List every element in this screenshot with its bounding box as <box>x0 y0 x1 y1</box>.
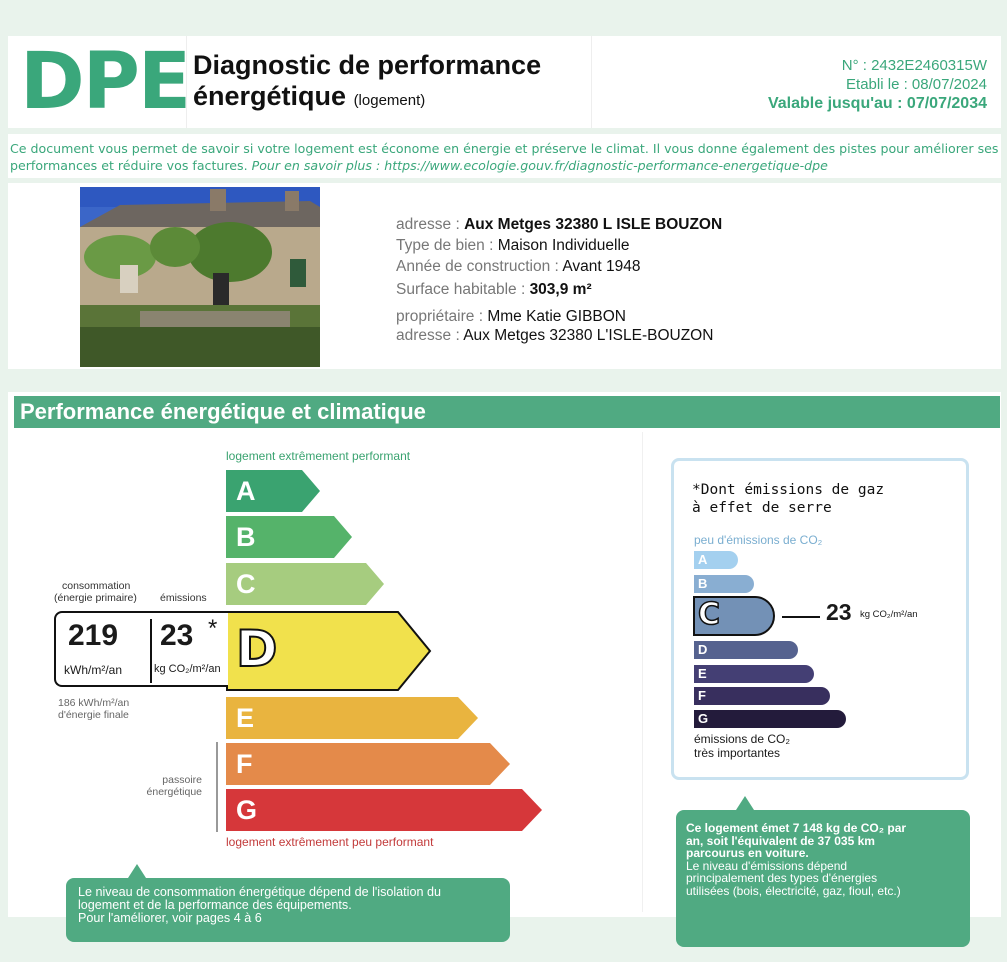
type-value: Maison Individuelle <box>497 237 630 254</box>
consumption-separator <box>150 619 152 683</box>
consumption-unit: kWh/m²/an <box>64 663 123 677</box>
ges-class-b: B <box>694 575 754 593</box>
energy-class-a-label: A <box>226 470 302 512</box>
energy-class-a <box>226 470 320 512</box>
year-label: Année de construction : <box>396 258 563 275</box>
ges-class-f: F <box>694 687 830 705</box>
energy-class-c <box>226 563 384 605</box>
final-energy: 186 kWh/m²/an d'énergie finale <box>58 697 130 721</box>
property-info <box>396 213 722 345</box>
ges-class-a: A <box>694 551 738 569</box>
emissions-header: émissions <box>160 592 207 604</box>
document-meta <box>768 56 987 113</box>
ges-box <box>671 458 969 780</box>
passoire-bracket <box>216 742 218 832</box>
owner-address-value: Aux Metges 32380 L'ISLE-BOUZON <box>463 327 714 344</box>
ges-top-label: peu d'émissions de CO₂ <box>694 533 823 547</box>
ges-value: 23 <box>826 599 852 625</box>
dpe-logo: DPE <box>20 37 190 127</box>
consumption-info-bubble: Le niveau de consommation énergétique dépend de l'isolation du logement et de la performance des équipements. Pour l'améliorer, voir pages 4 à 6 <box>66 878 510 942</box>
section-divider <box>642 432 643 912</box>
title-line1: Diagnostic de performance <box>193 50 542 80</box>
passoire-label: passoire énergétique <box>146 774 202 798</box>
ges-bottom-label: émissions de CO₂ très importantes <box>694 732 791 760</box>
performance-section <box>8 392 1001 925</box>
energy-class-b-label: B <box>226 516 334 558</box>
intro-link[interactable]: Pour en savoir plus : https://www.ecologie.gouv.fr/diagnostic-performance-energetique-dpe <box>251 158 828 173</box>
ges-pointer-line <box>782 616 820 618</box>
energy-class-c-label: C <box>226 563 366 605</box>
scale-bottom-label: logement extrêmement peu performant <box>226 835 434 849</box>
header <box>8 36 1001 128</box>
ges-current-letter: C <box>698 597 721 632</box>
valid-until: Valable jusqu'au : 07/07/2034 <box>767 95 987 112</box>
established-date: Etabli le : 08/07/2024 <box>846 76 987 93</box>
energy-class-f-label: F <box>226 743 490 785</box>
title-box <box>186 36 592 128</box>
type-label: Type de bien : <box>396 237 498 254</box>
title-sub: (logement) <box>353 92 426 109</box>
ges-info-bubble: Ce logement émet 7 148 kg de CO₂ par an, soit l'équivalent de 37 035 km parcourus en voiture. Le niveau d'émissions dépend principalement des types d'énergies utilisées (bois, électricité, gaz, fioul, etc.) <box>676 810 970 947</box>
ges-class-d: D <box>694 641 798 659</box>
emissions-star: * <box>208 615 218 642</box>
owner-value: Mme Katie GIBBON <box>487 308 627 325</box>
dpe-number: N° : 2432E2460315W <box>841 57 987 74</box>
emissions-value: 23 <box>160 619 194 652</box>
intro-text <box>8 134 1001 178</box>
energy-class-g-label: G <box>226 789 522 831</box>
owner-label: propriétaire : <box>396 308 488 325</box>
energy-class-f <box>226 743 510 785</box>
consumption-box <box>54 611 228 687</box>
surface-value: 303,9 m² <box>529 281 592 298</box>
emissions-unit: kg CO₂/m²/an <box>154 663 221 675</box>
address-value: Aux Metges 32380 L ISLE BOUZON <box>464 216 723 233</box>
surface-label: Surface habitable : <box>396 281 530 298</box>
energy-class-e-label: E <box>226 697 458 739</box>
consumption-header: consommation (énergie primaire) <box>54 580 137 604</box>
scale-top-label: logement extrêmement performant <box>226 449 411 463</box>
house-photo <box>80 187 320 367</box>
energy-class-g <box>226 789 542 831</box>
ges-class-g: G <box>694 710 846 728</box>
intro-body: Ce document vous permet de savoir si votre logement est économe en énergie et préserve le climat. Il vous donne également des pistes pour améliorer ses performances et réduire vos factures. <box>10 141 999 173</box>
title-line2: énergétique <box>193 81 347 111</box>
performance-title: Performance énergétique et climatique <box>14 396 1000 428</box>
property-section <box>8 183 1001 369</box>
owner-address-label: adresse : <box>396 327 464 344</box>
ges-title: *Dont émissions de gaz à effet de serre <box>692 482 885 516</box>
energy-current-letter: D <box>236 620 278 678</box>
address-label: adresse : <box>396 216 465 233</box>
energy-class-e <box>226 697 478 739</box>
ges-unit: kg CO₂/m²/an <box>860 609 918 620</box>
ges-class-e: E <box>694 665 814 683</box>
consumption-value: 219 <box>68 619 119 652</box>
year-value: Avant 1948 <box>562 258 641 275</box>
energy-class-b <box>226 516 352 558</box>
